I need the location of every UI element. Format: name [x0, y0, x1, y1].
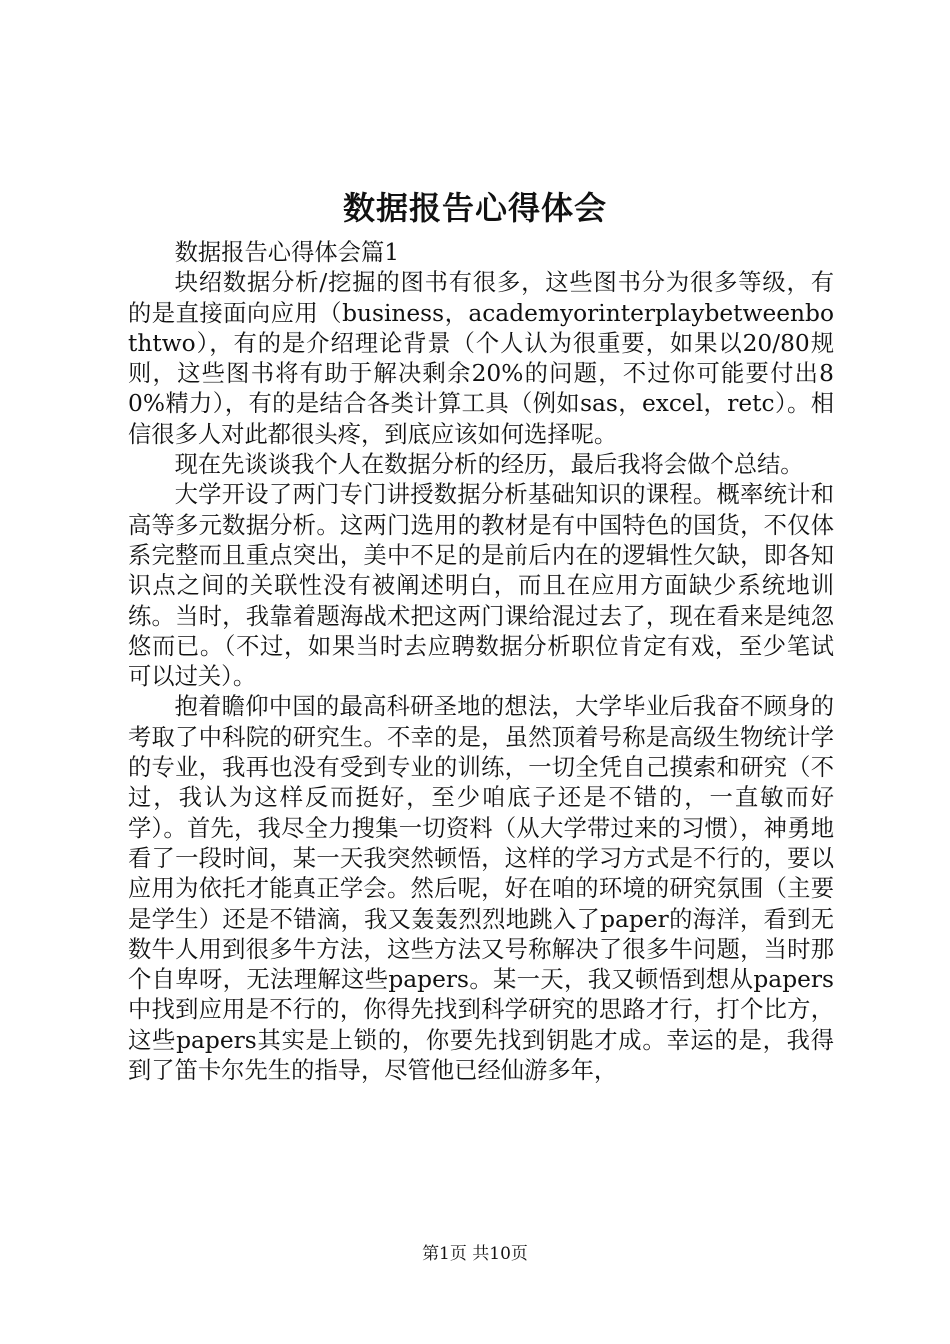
paragraph: 现在先谈谈我个人在数据分析的经历，最后我将会做个总结。 — [174, 451, 804, 479]
paragraph: 块绍数据分析/挖掘的图书有很多，这些图书分为很多等级，有的是直接面向应用（business，academyorinterplaybetweenbothtwo），有的是介绍理论背景（个人认为很重要，如果以20/80规则，这些图书将有助于解决剩余20%的问题，不过你可能要付出80%精力），有的是结合各类计算工具（例如sas，excel，retc）。相信很多人对此都很头疼，到底应该如何选择呢。 — [128, 269, 834, 448]
document-title: 数据报告心得体会 — [342, 189, 607, 227]
paragraph: 大学开设了两门专门讲授数据分析基础知识的课程。概率统计和高等多元数据分析。这两门选用的教材是有中国特色的国货，不仅体系完整而且重点突出，美中不足的是前后内在的逻辑性欠缺，即各知识点之间的关联性没有被阐述明白，而且在应用方面缺少系统地训练。当时，我靠着题海战术把这两门课给混过去了，现在看来是纯忽悠而已。（不过，如果当时去应聘数据分析职位肯定有戏，至少笔试可以过关）。 — [128, 481, 834, 691]
page-number-footer: 第1页 共10页 — [422, 1244, 528, 1264]
document-body — [128, 238, 834, 1086]
paragraph: 抱着瞻仰中国的最高科研圣地的想法，大学毕业后我奋不顾身的考取了中科院的研究生。不幸的是，虽然顶着号称是高级生物统计学的专业，我再也没有受到专业的训练，一切全凭自己摸索和研究（不过，我认为这样反而挺好，至少咱底子还是不错的，一直敏而好学）。首先，我尽全力搜集一切资料（从大学带过来的习惯），神勇地看了一段时间，某一天我突然顿悟，这样的学习方式是不行的，要以应用为依托才能真正学会。然后呢，好在咱的环境的研究氛围（主要是学生）还是不错滴，我又轰轰烈烈地跳入了paper的海洋，看到无数牛人用到很多牛方法，这些方法又号称解决了很多牛问题，当时那个自卑呀，无法理解这些papers。某一天，我又顿悟到想从papers中找到应用是不行的，你得先找到科学研究的思路才行，打个比方，这些papers其实是上锁的，你要先找到钥匙才成。幸运的是，我得到了笛卡尔先生的指导，尽管他已经仙游多年， — [128, 693, 834, 1085]
paragraph-heading: 数据报告心得体会篇1 — [174, 239, 400, 266]
